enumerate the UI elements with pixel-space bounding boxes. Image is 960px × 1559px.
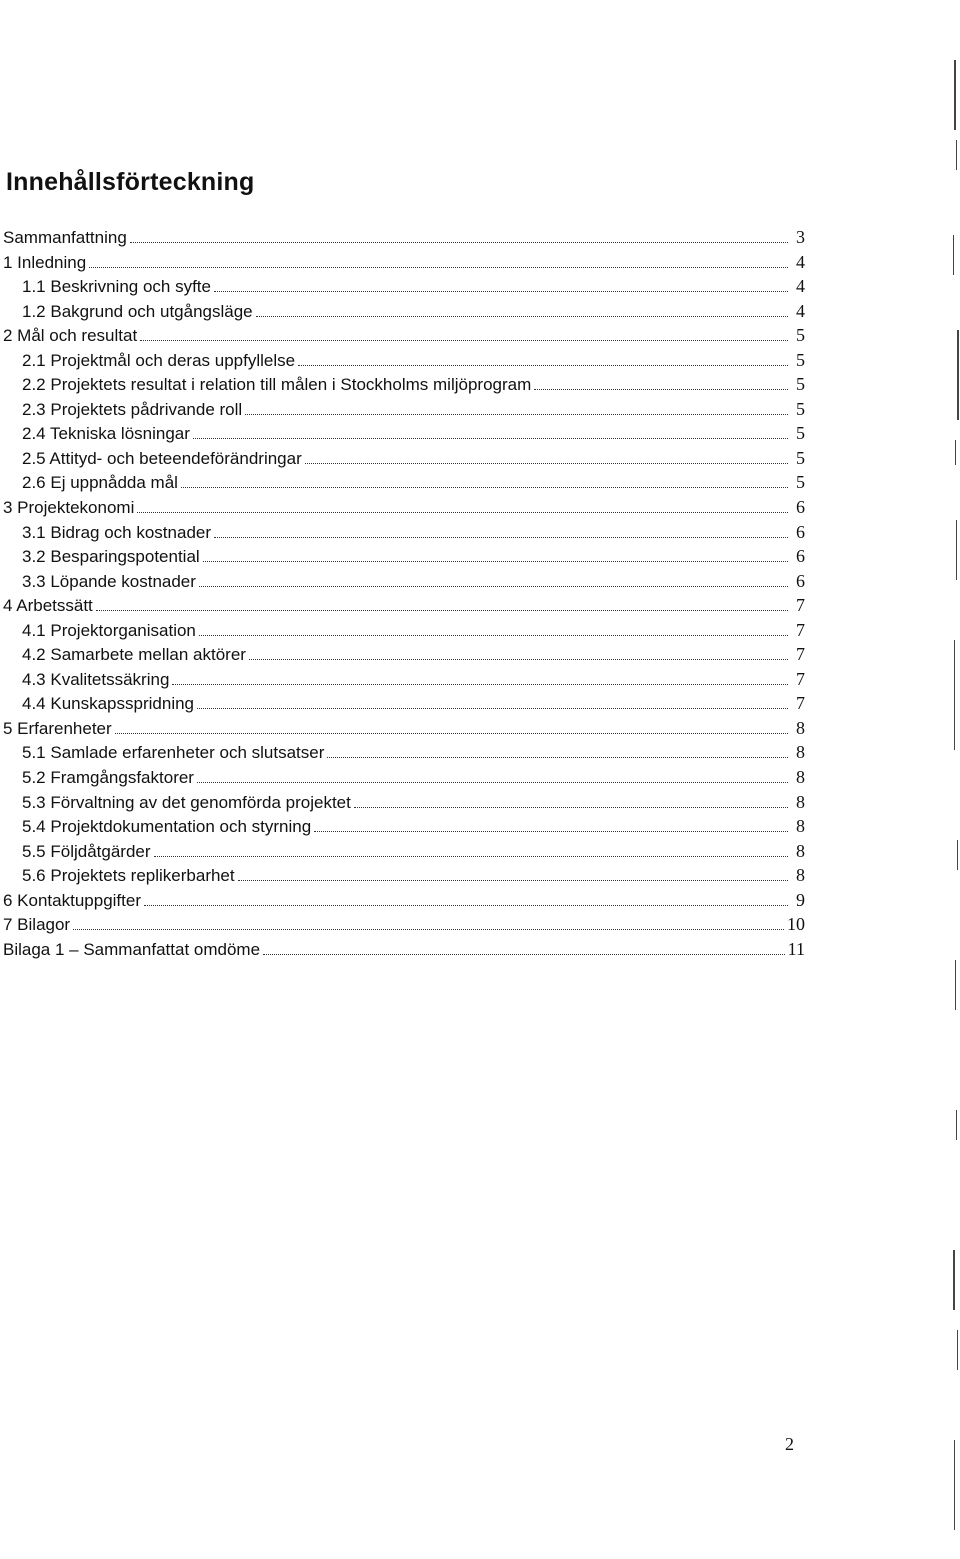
toc-entry[interactable] (3, 912, 805, 937)
scan-mark (957, 1330, 958, 1370)
toc-dot-leader (193, 437, 788, 439)
toc-entry-page: 8 (796, 840, 805, 861)
toc-entry-label: 5.5 Följdåtgärder (22, 841, 151, 861)
toc-entry-label: 1.2 Bakgrund och utgångsläge (22, 301, 253, 321)
toc-entry-page: 6 (796, 497, 805, 518)
toc-entry-page: 5 (796, 447, 805, 468)
toc-entry-page: 5 (796, 472, 805, 493)
toc-dot-leader (197, 707, 788, 709)
toc-entry[interactable] (3, 642, 805, 667)
scan-mark (953, 235, 954, 275)
toc-dot-leader (89, 266, 788, 268)
toc-entry-page: 4 (796, 276, 805, 297)
toc-dot-leader (130, 241, 788, 243)
toc-entry[interactable] (3, 937, 805, 962)
toc-entry-label: 3 Projektekonomi (3, 498, 135, 518)
toc-entry-page: 5 (796, 349, 805, 370)
toc-entry[interactable] (3, 888, 805, 913)
toc-entry-label: 5.2 Framgångsfaktorer (22, 768, 194, 788)
toc-dot-leader (305, 462, 788, 464)
scan-mark (956, 1110, 957, 1140)
toc-entry[interactable] (3, 863, 805, 888)
toc-entry[interactable] (3, 765, 805, 790)
toc-entry[interactable] (3, 372, 805, 397)
toc-dot-leader (263, 953, 785, 955)
toc-dot-leader (115, 732, 788, 734)
scan-mark (954, 640, 955, 750)
toc-dot-leader (172, 683, 788, 685)
toc-entry[interactable] (3, 520, 805, 545)
scan-mark (955, 960, 956, 1010)
toc-entry-label: 2.5 Attityd- och beteendeförändringar (22, 448, 302, 468)
toc-entry-label: 7 Bilagor (3, 915, 71, 935)
toc-dot-leader (314, 830, 788, 832)
toc-entry-label: 5.3 Förvaltning av det genomförda projektet (22, 792, 351, 812)
toc-entry-page: 8 (796, 742, 805, 763)
toc-dot-leader (96, 609, 788, 611)
toc-entry-label: 2.1 Projektmål och deras uppfyllelse (22, 350, 296, 370)
toc-dot-leader (144, 904, 788, 906)
toc-entry-page: 4 (796, 300, 805, 321)
toc-entry-page: 8 (796, 767, 805, 788)
scan-mark (957, 840, 958, 870)
toc-dot-leader (245, 413, 788, 415)
toc-entry-page: 3 (796, 227, 805, 247)
toc-dot-leader (298, 364, 788, 366)
toc-entry[interactable] (3, 790, 805, 815)
table-of-contents (3, 225, 805, 961)
toc-entry[interactable] (3, 569, 805, 594)
toc-entry-page: 7 (796, 693, 805, 714)
toc-entry-page: 5 (796, 398, 805, 419)
toc-entry-label: 4.2 Samarbete mellan aktörer (22, 645, 246, 665)
toc-dot-leader (199, 585, 788, 587)
toc-entry[interactable] (3, 839, 805, 864)
toc-entry[interactable] (3, 348, 805, 373)
toc-dot-leader (197, 781, 788, 783)
toc-dot-leader (534, 388, 788, 390)
toc-entry-label: 2.6 Ej uppnådda mål (22, 473, 178, 493)
toc-entry-label: 2.3 Projektets pådrivande roll (22, 399, 243, 419)
toc-entry-label: 3.2 Besparingspotential (22, 547, 200, 567)
toc-entry[interactable] (3, 299, 805, 324)
toc-entry-label: Sammanfattning (3, 228, 127, 247)
toc-entry[interactable] (3, 250, 805, 275)
toc-dot-leader (238, 879, 788, 881)
toc-entry-label: 1.1 Beskrivning och syfte (22, 277, 211, 297)
toc-entry[interactable] (3, 814, 805, 839)
toc-entry-label: 2 Mål och resultat (3, 326, 138, 346)
toc-entry-label: 5.4 Projektdokumentation och styrning (22, 817, 312, 837)
toc-dot-leader (73, 928, 784, 930)
toc-entry-page: 6 (796, 546, 805, 567)
toc-entry[interactable] (3, 691, 805, 716)
toc-entry[interactable] (3, 274, 805, 299)
toc-entry-page: 6 (796, 570, 805, 591)
toc-entry-label: 6 Kontaktuppgifter (3, 890, 141, 910)
page-number: 2 (785, 1434, 794, 1454)
toc-entry-page: 7 (796, 595, 805, 616)
toc-entry-page: 7 (796, 644, 805, 665)
toc-dot-leader (199, 634, 788, 636)
toc-entry-label: 4.1 Projektorganisation (22, 620, 196, 640)
toc-entry-page: 6 (796, 521, 805, 542)
toc-entry-page: 7 (796, 668, 805, 689)
toc-entry[interactable] (3, 446, 805, 471)
toc-entry-page: 4 (796, 251, 805, 272)
toc-entry[interactable] (3, 421, 805, 446)
toc-entry-label: 4.4 Kunskapsspridning (22, 694, 195, 714)
toc-dot-leader (354, 806, 788, 808)
toc-entry-label: 2.2 Projektets resultat i relation till målen i Stockholms miljöprogram (22, 375, 532, 395)
toc-entry[interactable] (3, 740, 805, 765)
toc-entry-page: 5 (796, 325, 805, 346)
toc-entry-label: 2.4 Tekniska lösningar (22, 424, 190, 444)
toc-dot-leader (203, 560, 788, 562)
toc-entry-page: 5 (796, 374, 805, 395)
toc-entry-page: 8 (796, 717, 805, 738)
page-title: Innehållsförteckning (6, 168, 255, 196)
scan-mark (953, 1250, 955, 1310)
toc-entry-label: Bilaga 1 – Sammanfattat omdöme (3, 939, 261, 959)
toc-entry-page: 8 (796, 865, 805, 886)
scan-mark (956, 520, 957, 580)
toc-entry-label: 4.3 Kvalitetssäkring (22, 669, 170, 689)
scan-mark (957, 330, 959, 420)
toc-entry-page: 11 (787, 938, 805, 959)
toc-entry[interactable] (3, 225, 805, 250)
toc-entry-page: 8 (796, 816, 805, 837)
toc-dot-leader (154, 855, 788, 857)
toc-entry-page: 10 (787, 914, 805, 935)
toc-entry-page: 8 (796, 791, 805, 812)
scan-mark (954, 1440, 955, 1530)
toc-entry-label: 5 Erfarenheter (3, 718, 112, 738)
toc-dot-leader (214, 290, 788, 292)
toc-entry-label: 5.1 Samlade erfarenheter och slutsatser (22, 743, 325, 763)
toc-entry-label: 4 Arbetssätt (3, 596, 93, 616)
toc-entry-label: 1 Inledning (3, 252, 87, 272)
toc-entry[interactable] (3, 593, 805, 618)
toc-entry-page: 5 (796, 423, 805, 444)
toc-dot-leader (249, 658, 788, 660)
toc-dot-leader (181, 486, 788, 488)
toc-entry-page: 7 (796, 619, 805, 640)
scan-mark (954, 60, 956, 130)
toc-entry[interactable] (3, 495, 805, 520)
toc-entry[interactable] (3, 716, 805, 741)
toc-dot-leader (214, 536, 788, 538)
toc-entry-page: 9 (796, 889, 805, 910)
scan-mark (956, 140, 957, 170)
toc-entry[interactable] (3, 667, 805, 692)
toc-entry[interactable] (3, 323, 805, 348)
scan-edge-artifact (951, 0, 960, 1559)
toc-entry[interactable] (3, 397, 805, 422)
toc-dot-leader (137, 511, 788, 513)
toc-entry-label: 5.6 Projektets replikerbarhet (22, 866, 235, 886)
toc-entry[interactable] (3, 618, 805, 643)
toc-dot-leader (327, 756, 788, 758)
toc-entry[interactable] (3, 544, 805, 569)
toc-dot-leader (140, 339, 788, 341)
toc-entry[interactable] (3, 470, 805, 495)
scan-mark (955, 440, 956, 465)
toc-dot-leader (256, 315, 788, 317)
toc-entry-label: 3.1 Bidrag och kostnader (22, 522, 212, 542)
toc-entry-label: 3.3 Löpande kostnader (22, 571, 196, 591)
